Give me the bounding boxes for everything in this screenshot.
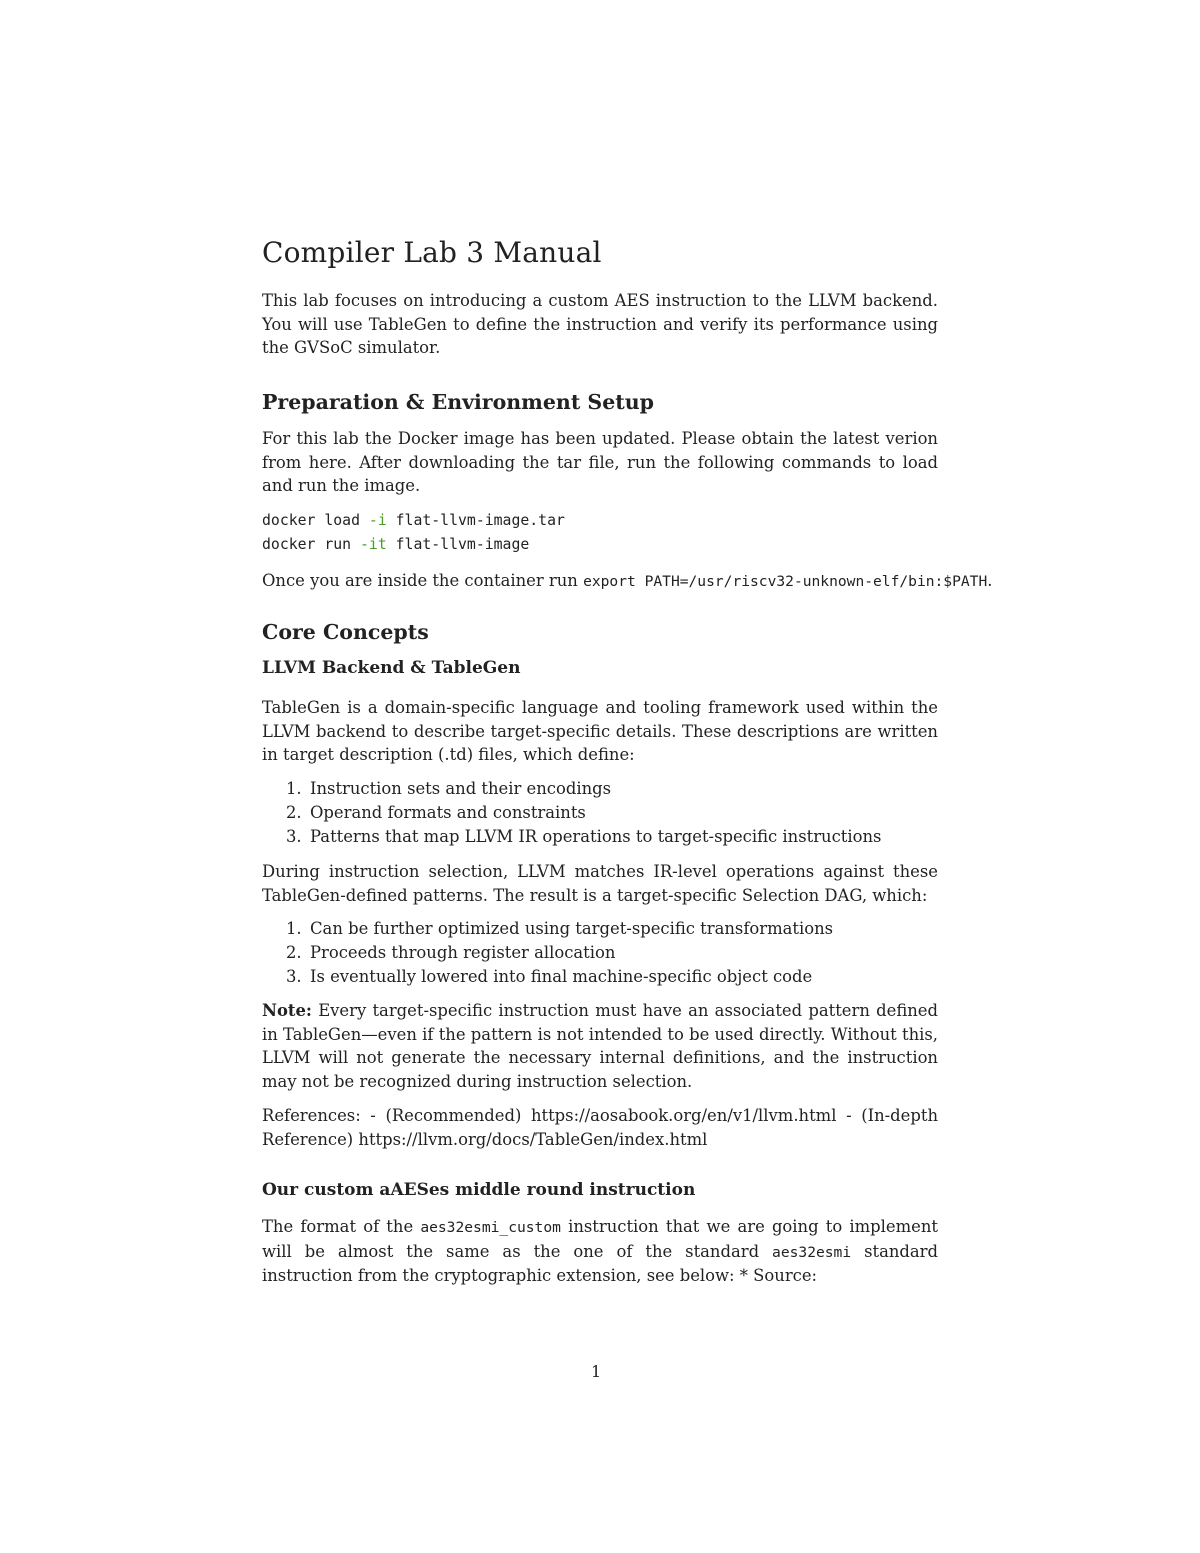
note-paragraph bbox=[262, 999, 938, 1093]
list-item bbox=[262, 801, 881, 825]
custom-instruction-paragraph bbox=[262, 1215, 938, 1288]
tablegen-defines-list bbox=[262, 777, 881, 848]
document-page bbox=[262, 0, 993, 1553]
inline-code: aes32esmi_custom bbox=[420, 1219, 561, 1236]
list-number: 2. bbox=[286, 942, 302, 962]
page-title: Compiler Lab 3 Manual bbox=[262, 236, 602, 269]
selection-dag-list bbox=[262, 917, 833, 988]
code-text: docker load bbox=[262, 512, 369, 529]
list-number: 1. bbox=[286, 779, 302, 798]
code-text: flat-llvm-image bbox=[386, 536, 530, 553]
text-span: instruction that we are going to implement will be almost the same as the one of the standard bbox=[262, 1217, 938, 1261]
list-text: Can be further optimized using target-specific transformations bbox=[310, 919, 834, 938]
list-number: 3. bbox=[286, 966, 302, 986]
list-item bbox=[262, 941, 833, 965]
list-item bbox=[262, 825, 881, 849]
export-suffix: . bbox=[987, 571, 993, 590]
code-line-docker-run bbox=[262, 533, 529, 557]
tablegen-paragraph: TableGen is a domain-specific language and tooling framework used within the LLVM backend to describe target-specific details. These descriptions are written in target description (.td) files, which define: bbox=[262, 698, 938, 764]
list-text: Instruction sets and their encodings bbox=[310, 779, 612, 798]
code-flag: -it bbox=[360, 536, 387, 553]
note-text: Every target-specific instruction must have an associated pattern defined in TableGen—even if the pattern is not intended to be used directly. Without this, LLVM will not generate the necessary internal definitions, and the instruction may not be recognized during instruction selection. bbox=[262, 1001, 938, 1091]
list-number: 2. bbox=[286, 802, 302, 822]
intro-paragraph: This lab focuses on introducing a custom AES instruction to the LLVM backend. You will use TableGen to define the instruction and verify its performance using the GVSoC simulator. bbox=[262, 291, 938, 357]
inline-code: aes32esmi bbox=[772, 1243, 852, 1261]
code-line-docker-load bbox=[262, 509, 565, 533]
text-span: standard instruction from the cryptographic extension, see below: * Source: bbox=[262, 1241, 939, 1285]
list-item bbox=[262, 965, 833, 989]
subsection-heading-llvm-backend: LLVM Backend & TableGen bbox=[262, 658, 521, 678]
export-command: export PATH=/usr/riscv32-unknown-elf/bin:$PATH bbox=[583, 573, 988, 590]
list-number: 1. bbox=[286, 919, 302, 938]
page-number: 1 bbox=[591, 1362, 602, 1381]
list-number: 3. bbox=[286, 826, 302, 846]
references-paragraph: References: - (Recommended) https://aosabook.org/en/v1/llvm.html - (In-depth Reference) https://llvm.org/docs/TableGen/index.html bbox=[262, 1106, 938, 1149]
code-flag: -i bbox=[368, 512, 387, 529]
section-heading-core-concepts: Core Concepts bbox=[262, 620, 429, 644]
list-text: Operand formats and constraints bbox=[310, 802, 586, 822]
instruction-selection-paragraph: During instruction selection, LLVM matches IR-level operations against these TableGen-defined patterns. The result is a target-specific Selection DAG, which: bbox=[262, 862, 938, 905]
list-text: Is eventually lowered into final machine-specific object code bbox=[310, 966, 813, 986]
list-text: Patterns that map LLVM IR operations to target-specific instructions bbox=[310, 826, 882, 846]
subsection-heading-custom-aes: Our custom aAESes middle round instruction bbox=[262, 1180, 696, 1200]
list-text: Proceeds through register allocation bbox=[310, 942, 616, 962]
section-heading-preparation: Preparation & Environment Setup bbox=[262, 390, 654, 414]
text-span: The format of the bbox=[262, 1217, 421, 1236]
list-item bbox=[262, 917, 833, 941]
export-instruction bbox=[262, 569, 992, 594]
list-item bbox=[262, 777, 881, 801]
code-text: flat-llvm-image.tar bbox=[386, 512, 565, 529]
note-label: Note: bbox=[262, 1001, 312, 1020]
code-text: docker run bbox=[262, 536, 360, 553]
export-prefix: Once you are inside the container run bbox=[262, 571, 584, 590]
preparation-paragraph: For this lab the Docker image has been updated. Please obtain the latest verion from here. After downloading the tar file, run the following commands to load and run the image. bbox=[262, 429, 938, 495]
